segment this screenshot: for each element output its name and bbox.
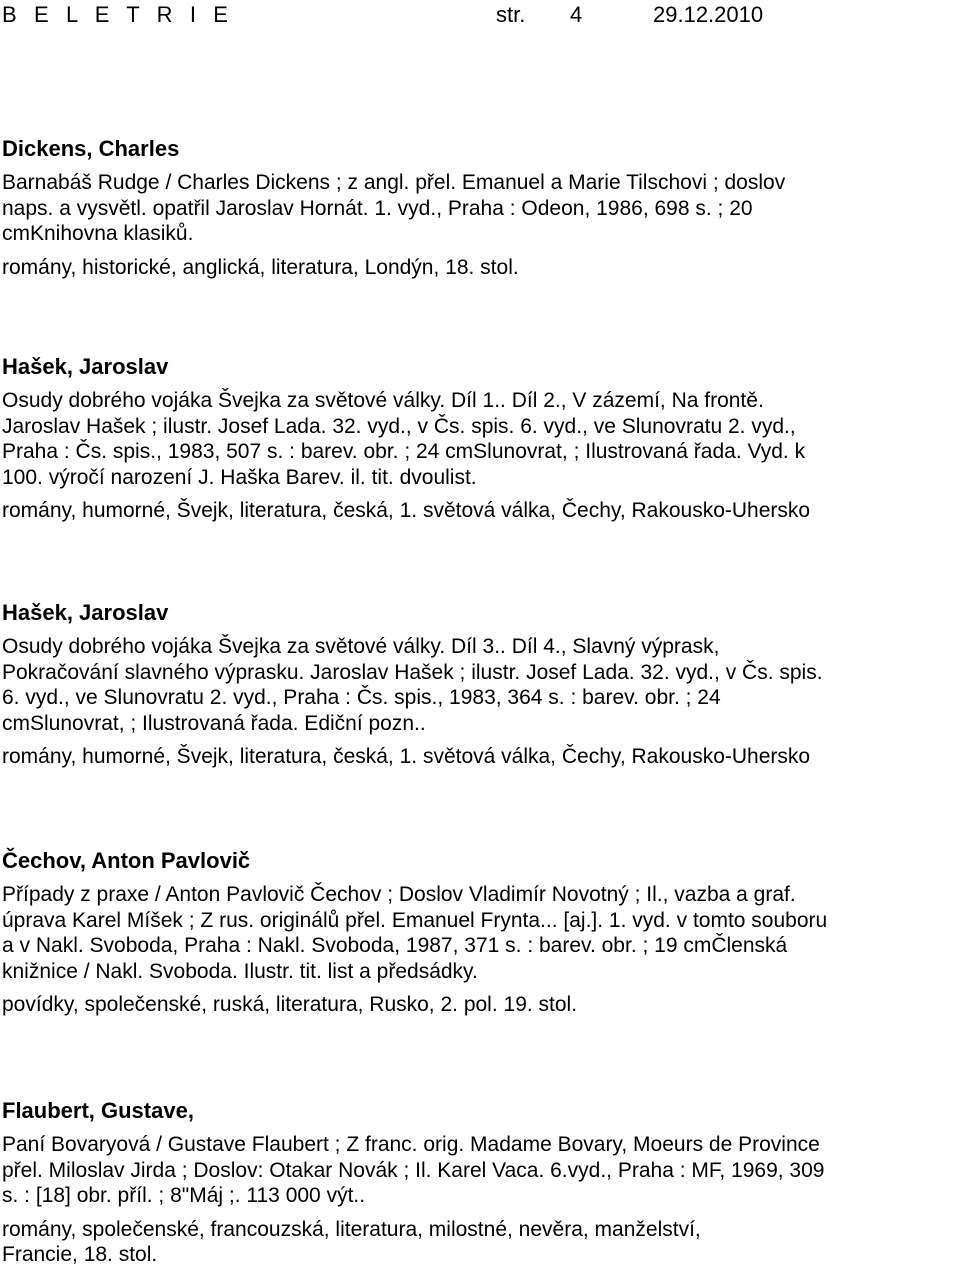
entry-description: [2, 170, 958, 247]
description-line: 100. výročí narození J. Haška Barev. il. tit. dvoulist.: [2, 465, 477, 489]
catalog-entry: [2, 136, 958, 280]
page-number: 4: [570, 2, 583, 27]
description-line: Případy z praxe / Anton Pavlovič Čechov ; Doslov Vladimír Novotný ; Il., vazba a graf.: [2, 883, 796, 906]
entry-subjects: [2, 744, 958, 770]
subjects-line: povídky, společenské, ruská, literatura, Rusko, 2. pol. 19. stol.: [2, 993, 578, 1017]
entry-author: Hašek, Jaroslav: [2, 600, 169, 625]
entry-subjects: [2, 255, 958, 281]
header-date: 29.12.2010: [653, 2, 764, 27]
entry-description: [2, 882, 958, 984]
catalog-entry: [2, 354, 958, 524]
section-title: B E L E T R I E: [2, 2, 234, 27]
description-line: Pokračování slavného výprasku. Jaroslav Hašek ; ilustr. Josef Lada. 32. vyd., v Čs. spis.: [2, 660, 823, 684]
description-line: naps. a vysvětl. opatřil Jaroslav Hornát. 1. vyd., Praha : Odeon, 1986, 698 s. ; 20: [2, 196, 753, 220]
description-line: Osudy dobrého vojáka Švejka za světové války. Díl 3.. Díl 4., Slavný výprask,: [2, 635, 720, 658]
catalog-entry: [2, 1098, 958, 1268]
description-line: cmKnihovna klasiků.: [2, 222, 194, 246]
description-line: Praha : Čs. spis., 1983, 507 s. : barev. obr. ; 24 cmSlunovrat, ; Ilustrovaná řada. Vyd. k: [2, 440, 806, 464]
description-line: Paní Bovaryová / Gustave Flaubert ; Z franc. orig. Madame Bovary, Moeurs de Province: [2, 1133, 820, 1156]
subjects-line: romány, humorné, Švejk, literatura, česká, 1. světová válka, Čechy, Rakousko-Uhersko: [2, 499, 811, 523]
entry-author: Flaubert, Gustave,: [2, 1098, 194, 1123]
description-line: 6. vyd., ve Slunovratu 2. vyd., Praha : Čs. spis., 1983, 364 s. : barev. obr. ; 24: [2, 686, 721, 710]
subjects-line: romány, humorné, Švejk, literatura, česká, 1. světová válka, Čechy, Rakousko-Uhersko: [2, 745, 811, 769]
entry-description: [2, 1132, 958, 1209]
description-line: Jaroslav Hašek ; ilustr. Josef Lada. 32. vyd., v Čs. spis. 6. vyd., ve Slunovratu 2. vyd.,: [2, 414, 796, 438]
subjects-line: Francie, 18. stol.: [2, 1243, 158, 1267]
description-line: cmSlunovrat, ; Ilustrovaná řada. Ediční pozn..: [2, 711, 426, 735]
catalog-entry: [2, 600, 958, 770]
catalog-entry: [2, 848, 958, 1018]
entry-author: Hašek, Jaroslav: [2, 354, 169, 379]
entry-subjects: [2, 1217, 958, 1268]
description-line: a v Nakl. Svoboda, Praha : Nakl. Svoboda, 1987, 371 s. : barev. obr. ; 19 cmČlenská: [2, 934, 788, 958]
subjects-line: romány, společenské, francouzská, literatura, milostné, nevěra, manželství,: [2, 1217, 701, 1241]
description-line: s. : [18] obr. příl. ; 8"Máj ;. 113 000 výt..: [2, 1184, 366, 1208]
entry-subjects: [2, 992, 958, 1018]
entry-author: Dickens, Charles: [2, 136, 180, 161]
entry-subjects: [2, 498, 958, 524]
description-line: Barnabáš Rudge / Charles Dickens ; z angl. přel. Emanuel a Marie Tilschovi ; doslov: [2, 171, 786, 194]
page-header: [2, 2, 764, 32]
entry-author: Čechov, Anton Pavlovič: [2, 848, 251, 873]
description-line: úprava Karel Míšek ; Z rus. originálů přel. Emanuel Frynta... [aj.]. 1. vyd. v tomto souboru: [2, 908, 828, 932]
description-line: knižnice / Nakl. Svoboda. Ilustr. tit. list a předsádky.: [2, 959, 478, 983]
entry-description: [2, 388, 958, 490]
entry-description: [2, 634, 958, 736]
description-line: Osudy dobrého vojáka Švejka za světové války. Díl 1.. Díl 2., V zázemí, Na frontě.: [2, 389, 764, 412]
description-line: přel. Miloslav Jirda ; Doslov: Otakar Novák ; Il. Karel Vaca. 6.vyd., Praha : MF, 1969, 309: [2, 1158, 825, 1182]
subjects-line: romány, historické, anglická, literatura, Londýn, 18. stol.: [2, 255, 519, 279]
page-label: str.: [496, 2, 526, 27]
